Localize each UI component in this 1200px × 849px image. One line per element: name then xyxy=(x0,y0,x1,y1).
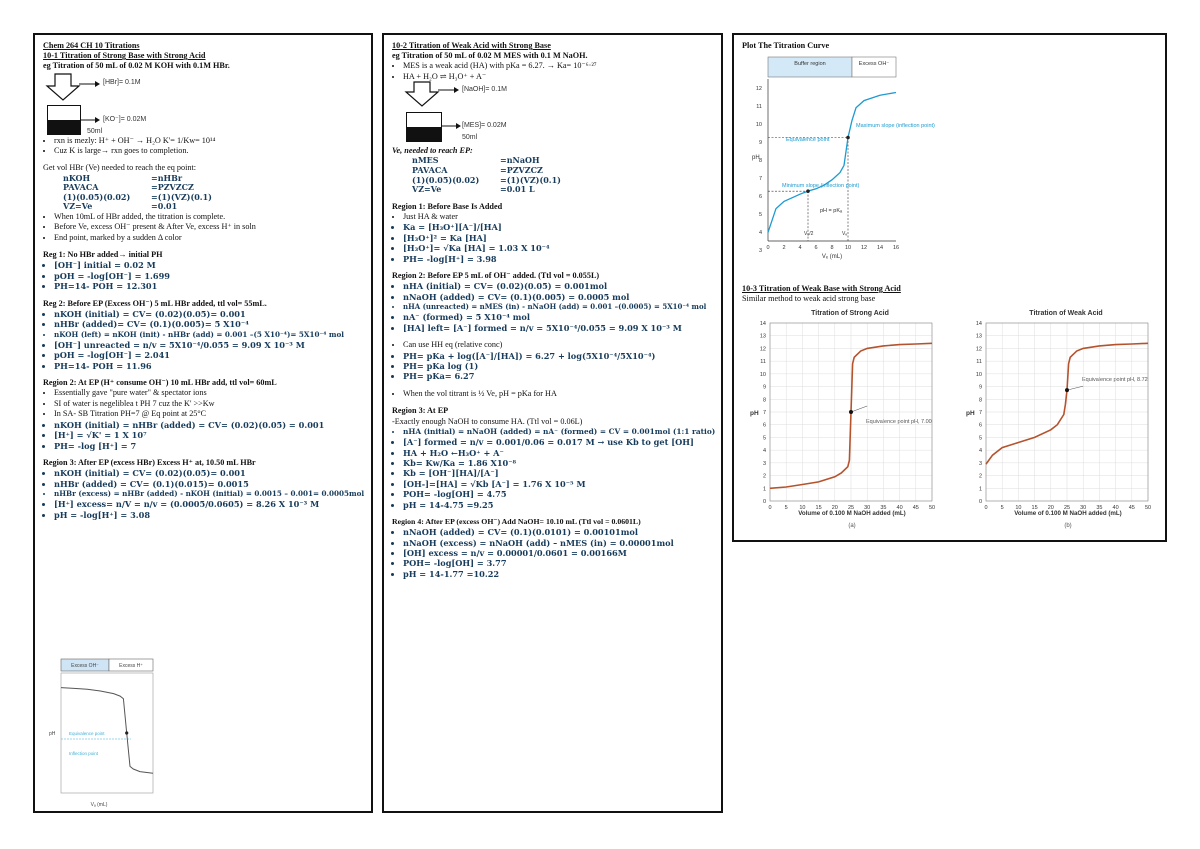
calc-right: =(1)(VZ)(0.1) xyxy=(500,174,561,185)
y-tick-label: 4 xyxy=(978,448,982,455)
half-ve-bullet xyxy=(392,389,713,399)
x-tick-label: 50 xyxy=(1144,505,1152,511)
list-item: • [A⁻] formed = n/v = 0.001/0.06 = 0.017 M → use Kb to get [OH] xyxy=(403,437,713,447)
list-item: • SI of water is negeliblea t PH 7 cuz the K' >>Kw xyxy=(54,399,363,409)
page-title: Chem 264 CH 10 Titrations xyxy=(43,41,140,50)
x-tick-label: 12 xyxy=(860,245,868,251)
weak-acid-titration-chart xyxy=(956,305,1156,541)
list-item: • rxn is mezly: H⁺ + OH⁻ → H₂O K'= 1/Kw= 10¹⁴ xyxy=(54,136,363,146)
x-tick-label: 50 xyxy=(928,505,936,511)
calc-left: PAVACA xyxy=(63,182,99,193)
calc-left: (1)(0.05)(0.02) xyxy=(63,191,131,202)
beaker-icon xyxy=(47,105,81,135)
list-item: • PH= pKa + log([A⁻]/[HA]) = 6.27 + log(5X10⁻⁴/5X10⁻⁴) xyxy=(403,351,713,361)
chart-b-ylabel: pH xyxy=(966,410,975,417)
list-item: • Ka = [H₃O⁺][A⁻]/[HA] xyxy=(403,222,713,232)
region2-title: Region 2: Before EP 5 mL of OH⁻ added. (Ttl vol = 0.055L) xyxy=(392,271,600,281)
region4-bullets xyxy=(392,527,713,579)
list-item: • [H₃O⁺]² = Ka [HA] xyxy=(403,233,713,243)
y-tick-label: 4 xyxy=(758,230,762,236)
equivalence-point-label: Equivalence point xyxy=(786,137,830,143)
section-title: 10-1 Titration of Strong Base with Strong Acid xyxy=(43,51,206,61)
region2b-title: Region 2: At EP (H⁺ consume OH⁻) 10 mL HBr add, ttl vol= 60mL xyxy=(43,378,277,388)
region3-title: Region 3: At EP xyxy=(392,406,449,416)
list-item: • [OH] excess = n/v = 0.00001/0.0601 = 0.00166M xyxy=(403,548,713,558)
list-item: • [HA] left= [A⁻] formed = n/v = 5X10⁻⁴/0.055 = 9.09 X 10⁻³ M xyxy=(403,323,713,333)
x-tick-label: 0 xyxy=(766,245,770,251)
ve-half-label: Vₑ/2 xyxy=(804,231,814,237)
mini-eq-label: Equivalence point xyxy=(69,731,105,736)
y-tick-label: 2 xyxy=(762,473,766,480)
x-tick-label: 10 xyxy=(844,245,852,251)
list-item: • HA + H₂O ⇌ H₃O⁺ + A⁻ xyxy=(403,72,713,82)
list-item: • nKOH (initial) = CV= (0.02)(0.05)= 0.001 xyxy=(54,468,363,478)
y-tick-label: 12 xyxy=(759,346,766,353)
titration-diagram xyxy=(392,82,713,142)
half-equivalence-marker xyxy=(806,189,810,193)
list-item: • Just HA & water xyxy=(403,212,713,222)
list-item: • HA + H₂O ←H₃O⁺ + A⁻ xyxy=(403,448,713,458)
list-item: • POH= -log[OH] = 4.75 xyxy=(403,489,713,499)
x-tick-label: 40 xyxy=(1112,505,1119,511)
list-item: • PH= pKa= 6.27 xyxy=(403,371,713,381)
y-tick-label: 10 xyxy=(759,371,766,378)
x-tick-label: 20 xyxy=(831,505,838,511)
y-tick-label: 6 xyxy=(762,422,766,429)
list-item: • nNaOH (added) = CV= (0.1)(0.0101) = 0.00101mol xyxy=(403,527,713,537)
curve1-ylabel: pH xyxy=(752,155,760,161)
hbr-conc-label: [HBr]= 0.1M xyxy=(103,78,141,86)
y-tick-label: 9 xyxy=(758,140,762,146)
x-tick-label: 2 xyxy=(782,245,786,251)
calc-right: =(1)(VZ)(0.1) xyxy=(151,191,212,202)
x-tick-label: 6 xyxy=(814,245,818,251)
x-tick-label: 0 xyxy=(984,505,988,511)
list-item: • pOH = -log[OH⁻] = 1.699 xyxy=(54,271,363,281)
x-tick-label: 16 xyxy=(892,245,900,251)
y-tick-label: 13 xyxy=(759,333,766,340)
calc-left: PAVACA xyxy=(412,165,448,176)
chart-a-title: Titration of Strong Acid xyxy=(811,310,889,317)
chart-a-ylabel: pH xyxy=(750,410,759,417)
list-item: • nHA (initial) = nNaOH (added) = nA⁻ (formed) = CV = 0.001mol (1:1 ratio) xyxy=(403,427,713,437)
mini-ylabel: pH xyxy=(49,731,56,737)
calc-right: =PZVZCZ xyxy=(151,182,194,193)
y-tick-label: 7 xyxy=(762,410,766,416)
region2-bullets xyxy=(43,309,363,371)
region3-bullets xyxy=(392,426,716,510)
ve-calculation xyxy=(412,156,713,194)
y-tick-label: 10 xyxy=(975,371,982,378)
strong-acid-titration-chart xyxy=(740,305,940,541)
y-tick-label: 11 xyxy=(976,359,982,366)
chart-b-xlabel: Volume of 0.100 M NaOH added (mL) xyxy=(1014,510,1122,517)
x-tick-label: 15 xyxy=(1031,505,1038,511)
list-item: • Essentially gave "pure water" & spectator ions xyxy=(54,388,363,398)
chart-b-title: Titration of Weak Acid xyxy=(1029,310,1103,317)
list-item: • nHBr (added) = CV= (0.1)(0.015)= 0.0015 xyxy=(54,479,363,489)
list-item: • PH= -log[H⁺] = 3.98 xyxy=(403,254,713,264)
list-item: • In SA- SB Titration PH=7 @ Eq point at 25°C xyxy=(54,409,363,419)
x-tick-label: 30 xyxy=(864,505,871,511)
region3-subtitle: -Exactly enough NaOH to consume HA. (Ttl vol = 0.06L) xyxy=(392,416,583,426)
plot-title: Plot The Titration Curve xyxy=(742,41,830,50)
naoh-conc-label: [NaOH]= 0.1M xyxy=(462,86,507,94)
list-item: • PH= pKa log (1) xyxy=(403,361,713,371)
list-item: • Kb= Kw/Ka = 1.86 X10⁻⁸ xyxy=(403,458,713,468)
notes-column-strong-base-strong-acid xyxy=(33,33,373,813)
chart-b-annotation: Equivalence point pH, 8.72 xyxy=(1082,377,1148,383)
section-subtitle: Similar method to weak acid strong base xyxy=(742,294,876,304)
list-item: • nKOH (initial) = nHBr (added) = CV= (0.02)(0.05) = 0.001 xyxy=(54,420,363,430)
y-tick-label: 11 xyxy=(760,359,766,366)
curve1-xlabel: Vₑ (mL) xyxy=(821,254,843,260)
x-tick-label: 25 xyxy=(847,505,855,511)
list-item: • [OH⁻] unreacted = n/v = 5X10⁻⁴/0.055 = 9.09 X 10⁻³ M xyxy=(54,340,363,350)
x-tick-label: 10 xyxy=(799,505,806,511)
y-tick-label: 9 xyxy=(762,384,766,391)
list-item: • nKOH (left) = nKOH (init) - nHBr (add) = 0.001 –(5 X10⁻⁴)= 5X10⁻⁴ mol xyxy=(54,330,363,340)
koh-conc-label: [KO⁻]= 0.02M xyxy=(103,115,147,123)
x-tick-label: 10 xyxy=(1015,505,1022,511)
list-item: • PH= -log [H⁺] = 7 xyxy=(54,441,363,451)
x-tick-label: 35 xyxy=(1096,505,1103,511)
list-item: • pH = 14-1.77 =10.22 xyxy=(403,569,713,579)
list-item: • [H⁺] = √K' = 1 X 10⁷ xyxy=(54,430,363,440)
ve-heading: Get vol HBr (Ve) needed to reach the eq point: xyxy=(43,163,197,173)
equivalence-point-marker xyxy=(125,731,128,734)
calc-right: =nHBr xyxy=(151,172,183,183)
x-tick-label: 30 xyxy=(1080,505,1087,511)
y-tick-label: 1 xyxy=(762,486,766,493)
list-item: • Can use HH eq (relative conc) xyxy=(403,340,713,350)
calc-left: nKOH xyxy=(63,172,91,183)
y-tick-label: 7 xyxy=(978,410,982,416)
list-item: • nNaOH (excess) = nNaOH (add) – nMES (in) = 0.00001mol xyxy=(403,538,713,548)
region4-title: Region 4: After EP (excess OH⁻) Add NaOH= 10.10 mL (Ttl vol = 0.0601L) xyxy=(392,516,641,526)
region1-bullets xyxy=(43,260,363,291)
x-tick-label: 0 xyxy=(768,505,772,511)
list-item: • pH = -log[H⁺] = 3.08 xyxy=(54,510,363,520)
calc-left: (1)(0.05)(0.02) xyxy=(412,174,480,185)
ve-bullets xyxy=(43,212,363,243)
y-tick-label: 3 xyxy=(978,460,982,467)
ve-calculation xyxy=(63,174,363,212)
region2-bullets xyxy=(392,281,713,333)
y-tick-label: 11 xyxy=(756,104,762,110)
y-tick-label: 8 xyxy=(978,397,982,404)
list-item: • nNaOH (added) = CV= (0.1)(0.005) = 0.0005 mol xyxy=(403,292,713,302)
y-tick-label: 12 xyxy=(975,346,982,353)
hh-bullets xyxy=(392,340,713,382)
x-tick-label: 15 xyxy=(815,505,822,511)
calc-right: =PZVZCZ xyxy=(500,165,543,176)
list-item: • [OH-]=[HA] = √Kb [A⁻] = 1.76 X 10⁻⁵ M xyxy=(403,479,713,489)
volume-label: 50ml xyxy=(87,127,103,135)
y-tick-label: 13 xyxy=(975,333,982,340)
maximum-slope-label: Maximum slope (inflection point) xyxy=(856,123,935,129)
y-tick-label: 6 xyxy=(978,422,982,429)
list-item: • nA⁻ (formed) = 5 X10⁻⁴ mol xyxy=(403,312,713,322)
buffer-region-label: Buffer region xyxy=(794,61,826,67)
minimum-slope-label: Minimum slope (inflection point) xyxy=(782,183,860,189)
x-tick-label: 4 xyxy=(798,245,802,251)
list-item: • Cuz K is large→ rxn goes to completion. xyxy=(54,146,363,156)
region3-title: Region 3: After EP (excess HBr) Excess H⁺ at, 10.50 mL HBr xyxy=(43,457,256,467)
mini-excess-h-label: Excess H⁺ xyxy=(119,663,143,669)
mini-xlabel: Vₐ (mL) xyxy=(90,802,108,808)
y-tick-label: 14 xyxy=(975,321,982,327)
list-item: • [H⁺] excess= n/V = n/v = (0.0005/0.0605) = 8.26 X 10⁻³ M xyxy=(54,499,363,509)
list-item: • POH= -log[OH] = 3.77 xyxy=(403,558,713,568)
x-tick-label: 45 xyxy=(1128,505,1135,511)
y-tick-label: 9 xyxy=(978,384,982,391)
list-item: • nHBr (added)= CV= (0.1)(0.005)= 5 X10⁻⁴ xyxy=(54,319,363,329)
y-tick-label: 8 xyxy=(758,158,762,164)
y-tick-label: 14 xyxy=(759,321,766,327)
list-item: • When 10mL of HBr added, the titration is complete. xyxy=(54,212,363,222)
list-item: • When the vol titrant is ½ Ve, pH = pKa for HA xyxy=(403,389,713,399)
y-tick-label: 7 xyxy=(758,176,762,182)
region2b-bullets xyxy=(43,388,363,450)
ph-pka-label: pH = pKₐ xyxy=(820,208,843,214)
x-tick-label: 20 xyxy=(1047,505,1054,511)
ve-label: Vₑ xyxy=(842,231,848,237)
chart-a-xlabel: Volume of 0.100 M NaOH added (mL) xyxy=(798,510,906,517)
y-tick-label: 0 xyxy=(762,499,766,505)
y-tick-label: 5 xyxy=(978,435,982,442)
region1-title: Reg 1: No HBr added→ initial PH xyxy=(43,250,163,260)
y-tick-label: 1 xyxy=(978,486,982,493)
x-tick-label: 8 xyxy=(830,245,834,251)
calc-right: =0.01 xyxy=(151,201,178,212)
mini-inflection-label: Inflection point xyxy=(69,751,99,756)
section-title: 10-2 Titration of Weak Acid with Strong Base xyxy=(392,41,551,50)
list-item: • Before Ve, excess OH⁻ present & After Ve, excess H⁺ in soln xyxy=(54,222,363,232)
y-tick-label: 8 xyxy=(762,397,766,404)
y-tick-label: 6 xyxy=(758,194,762,200)
mini-excess-oh-label: Excess OH⁻ xyxy=(71,663,99,669)
equivalence-point-marker xyxy=(849,410,853,414)
y-tick-label: 10 xyxy=(755,122,762,128)
x-tick-label: 35 xyxy=(880,505,887,511)
equivalence-point-marker xyxy=(846,136,850,140)
list-item: • End point, marked by a sudden Δ color xyxy=(54,233,363,243)
example-text: eg Titration of 50 mL of 0.02 M MES with 0.1 M NaOH. xyxy=(392,51,588,61)
list-item: • nKOH (initial) = CV= (0.02)(0.05)= 0.001 xyxy=(54,309,363,319)
notes-column-titration-curves xyxy=(732,33,1167,542)
x-tick-label: 5 xyxy=(784,505,788,511)
beaker-icon xyxy=(406,112,442,142)
list-item: • PH=14- POH = 12.301 xyxy=(54,281,363,291)
equivalence-point-marker xyxy=(1065,388,1069,392)
chart-a-caption: (a) xyxy=(848,523,856,529)
excess-oh-label: Excess OH⁻ xyxy=(858,61,890,67)
titration-diagram xyxy=(43,72,363,136)
list-item: • [OH⁻] initial = 0.02 M xyxy=(54,260,363,270)
example-text: eg Titration of 50 mL of 0.02 M KOH with 0.1M HBr. xyxy=(43,61,230,71)
list-item: • MES is a weak acid (HA) with pKa = 6.27. → Ka= 10⁻⁶·²⁷ xyxy=(403,61,713,71)
region1-title: Region 1: Before Base Is Added xyxy=(392,201,503,211)
region1-bullets xyxy=(392,212,713,264)
y-tick-label: 5 xyxy=(762,435,766,442)
x-tick-label: 45 xyxy=(912,505,919,511)
y-tick-label: 4 xyxy=(762,448,766,455)
list-item: • nHBr (excess) = nHBr (added) - nKOH (initial) = 0.0015 – 0.001= 0.0005mol xyxy=(54,489,363,499)
y-tick-label: 0 xyxy=(978,499,982,505)
x-tick-label: 14 xyxy=(876,245,884,251)
y-tick-label: 3 xyxy=(758,248,762,254)
x-tick-label: 25 xyxy=(1063,505,1071,511)
calc-right: =0.01 L xyxy=(500,184,535,195)
calc-left: VZ=Ve xyxy=(63,201,93,212)
volume-label: 50ml xyxy=(462,134,478,142)
strong-acid-mini-chart xyxy=(43,657,163,809)
x-tick-label: 5 xyxy=(1000,505,1004,511)
list-item: • nHA (initial) = CV= (0.02)(0.05) = 0.001mol xyxy=(403,281,713,291)
list-item: • [H₃O⁺]= √Ka [HA] = 1.03 X 10⁻⁴ xyxy=(403,243,713,253)
x-tick-label: 40 xyxy=(896,505,903,511)
calc-left: VZ=Ve xyxy=(412,184,442,195)
list-item: • pOH = -log[OH⁻] = 2.041 xyxy=(54,350,363,360)
y-tick-label: 3 xyxy=(762,460,766,467)
chart-b-caption: (b) xyxy=(1064,523,1072,529)
intro-bullets xyxy=(392,61,713,82)
list-item: • PH=14- POH = 11.96 xyxy=(54,361,363,371)
region3-bullets xyxy=(43,468,363,520)
weak-acid-titration-curve xyxy=(742,55,935,261)
list-item: • nHA (unreacted) = nMES (in) - nNaOH (add) = 0.001 –(0.0005) = 5X10⁻⁴ mol xyxy=(403,302,713,312)
section-title: 10-3 Titration of Weak Base with Strong Acid xyxy=(742,284,901,293)
mes-conc-label: [MES]= 0.02M xyxy=(462,122,507,130)
list-item: • pH = 14-4.75 =9.25 xyxy=(403,500,713,510)
y-tick-label: 2 xyxy=(978,473,982,480)
y-tick-label: 12 xyxy=(755,86,762,92)
region2-title: Reg 2: Before EP (Excess OH⁻) 5 mL HBr added, ttl vol= 55mL. xyxy=(43,298,267,308)
y-tick-label: 5 xyxy=(758,212,762,218)
intro-bullets xyxy=(43,136,363,157)
chart-a-annotation: Equivalence point pH, 7.00 xyxy=(866,419,932,425)
annotation-leader xyxy=(851,406,867,412)
calc-right: =nNaOH xyxy=(500,155,540,166)
calc-left: nMES xyxy=(412,155,439,166)
list-item: • Kb = [OH⁻][HA]/[A⁻] xyxy=(403,468,713,478)
ve-heading: Ve, needed to reach EP: xyxy=(392,146,473,156)
notes-column-weak-acid-strong-base xyxy=(382,33,723,813)
